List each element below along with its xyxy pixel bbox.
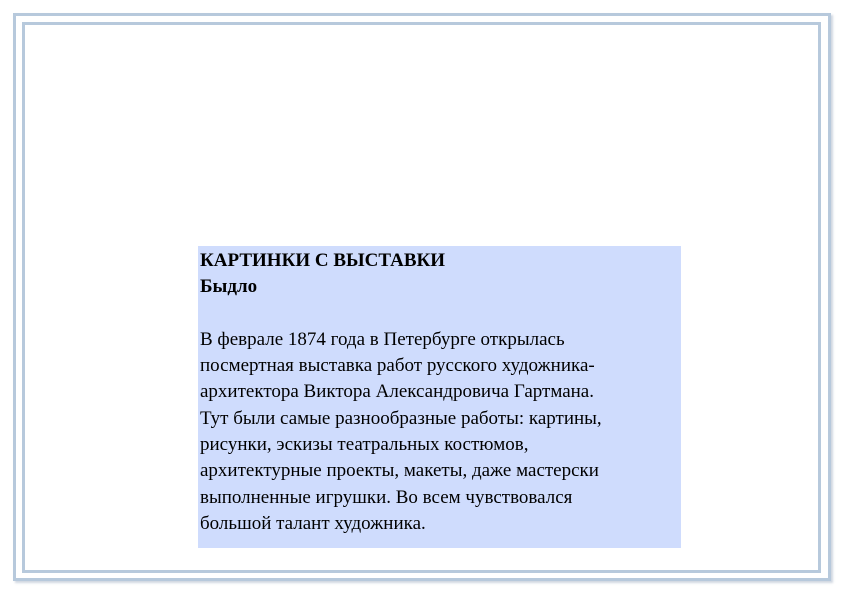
subtitle: Быдло [200, 276, 258, 298]
body-line: рисунки, эскизы театральных костюмов, [200, 434, 529, 456]
body-line: Тут были самые разнообразные работы: картины, [200, 407, 602, 429]
body-line: большой талант художника. [200, 512, 426, 534]
body-line: архитектурные проекты, макеты, даже мастерски [200, 460, 599, 482]
text-box[interactable] [198, 246, 681, 548]
body-line: архитектора Виктора Александровича Гартмана. [200, 381, 594, 403]
body-line: посмертная выставка работ русского художника- [200, 355, 595, 377]
body-line: выполненные игрушки. Во всем чувствовался [200, 486, 573, 508]
paragraph-spacer [200, 301, 681, 327]
body-line: В феврале 1874 года в Петербурге открылась [200, 328, 565, 350]
title: КАРТИНКИ С ВЫСТАВКИ [200, 250, 446, 271]
